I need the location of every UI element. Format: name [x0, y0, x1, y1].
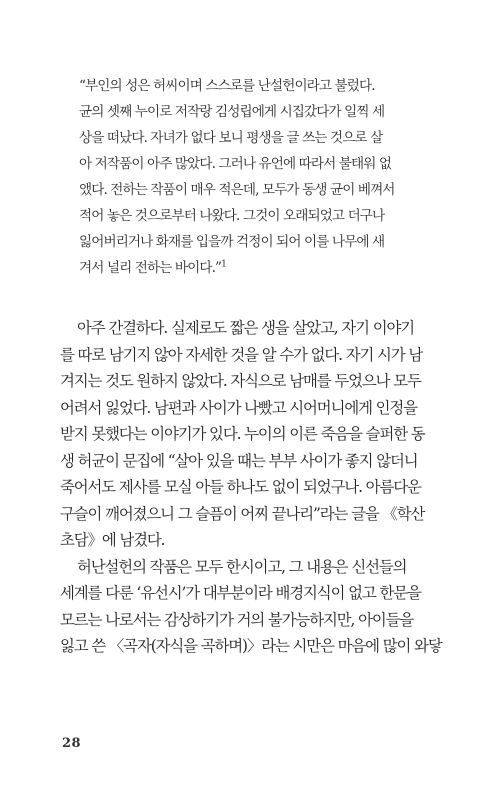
quote-line: 상을 떠났다. 자녀가 없다 보니 평생을 글 쓰는 것으로 살: [79, 130, 383, 146]
block-quote: [79, 73, 424, 281]
quote-line-last: [79, 255, 424, 281]
footnote-marker: 1: [221, 259, 226, 270]
paragraph-1-line: 어려서 잃었다. 남편과 사이가 나빴고 시어머니에게 인정을: [60, 398, 417, 417]
paragraph-1-line: 아주 간결하다. 실제로도 짧은 생을 살았고, 자기 이야기: [77, 319, 415, 337]
paragraph-1-line: 초담》에 남겼다.: [60, 531, 165, 549]
paragraph-2-line: 잃고 쓴 〈곡자(자식을 곡하며)〉라는 시만은 마음에 많이 와닿: [60, 637, 442, 655]
quote-line: 잃어버리거나 화재를 입을까 걱정이 되어 이를 나무에 새: [79, 234, 385, 250]
paragraph-2-line: 세계를 다룬 ‘유선시’가 대부분이라 배경지식이 없고 한문을: [60, 584, 421, 602]
paragraph-1-line: 구슬이 깨어졌으니 그 슬픔이 어찌 끝나리”라는 글을 《학산: [60, 504, 425, 523]
page-number: 28: [62, 736, 82, 751]
paragraph-1-line: 를 따로 남기지 않아 자세한 것을 알 수가 없다. 자기 시가 남: [60, 345, 423, 364]
quote-line: 앴다. 전하는 작품이 매우 적은데, 모두가 동생 균이 베껴서: [79, 182, 395, 198]
paragraph-2-line: 모르는 나로서는 감상하기가 거의 불가능하지만, 아이들을: [60, 610, 414, 629]
quote-line: 적어 놓은 것으로부터 나왔다. 그것이 오래되었고 더구나: [79, 208, 385, 224]
paragraph-1-line: 겨지는 것도 원하지 않았다. 자식으로 남매를 두었으나 모두: [60, 372, 421, 390]
paragraph-1-line: 죽어서도 제사를 모실 아들 하나도 없이 되었구나. 아름다운: [60, 478, 421, 496]
quote-line: 아 저작품이 아주 많았다. 그러나 유언에 따라서 불태워 없: [79, 156, 392, 172]
paragraph-1-line: 생 허균이 문집에 “살아 있을 때는 부부 사이가 좋지 않더니: [60, 451, 418, 470]
paragraph-2-line: 허난설헌의 작품은 모두 한시이고, 그 내용은 신선들의: [77, 557, 407, 576]
quote-line-text: 겨서 널리 전하는 바이다.”: [79, 260, 222, 276]
paragraph-1-line: 받지 못했다는 이야기가 있다. 누이의 이른 죽음을 슬퍼한 동: [60, 425, 425, 443]
body-text: [60, 315, 445, 660]
quote-line: “부인의 성은 허씨이며 스스로를 난설헌이라고 불렀다.: [79, 78, 375, 94]
quote-line: 균의 셋째 누이로 저작랑 김성립에게 시집갔다가 일찍 세: [79, 104, 385, 120]
